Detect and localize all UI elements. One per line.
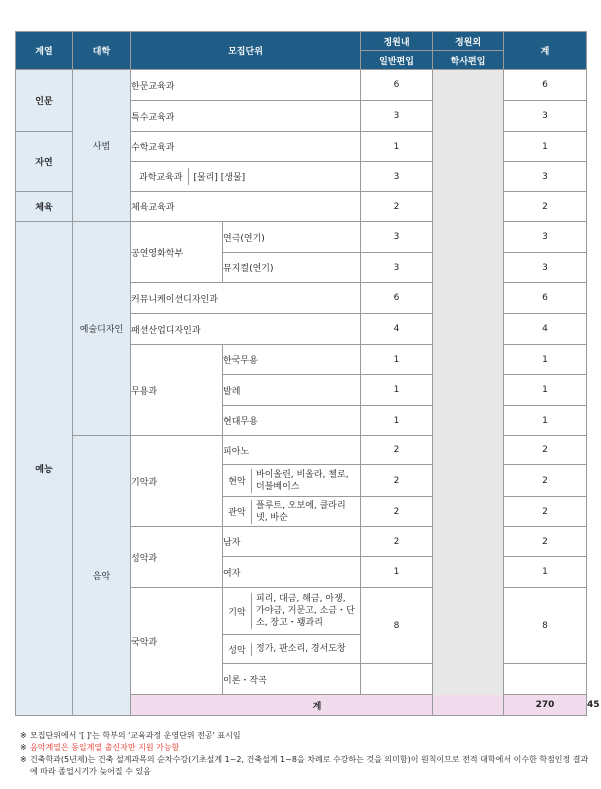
total-count: 1 (504, 557, 587, 588)
unit-special-edu: 특수교육과 (131, 101, 361, 132)
general-count: 1 (361, 375, 433, 406)
general-count: 2 (361, 192, 433, 222)
strings-instruments: 바이올린, 비올라, 첼로, 더블베이스 (256, 469, 349, 492)
unit-science-edu (131, 162, 361, 192)
university-music: 음악 (73, 436, 131, 716)
total-row: 계 270 45 (16, 695, 587, 716)
sub-winds (223, 497, 361, 527)
general-count: 1 (361, 557, 433, 588)
header-bachelor-transfer: 학사편입 (433, 51, 504, 70)
total-count: 1 (504, 406, 587, 436)
category-physical: 체육 (16, 192, 73, 222)
unit-korean-music: 국악과 (131, 588, 223, 695)
km-vocal-label: 성악 (223, 643, 252, 656)
sub-theater-acting: 연극(연기) (223, 222, 361, 253)
general-count-empty (361, 664, 433, 695)
sub-female: 여자 (223, 557, 361, 588)
unit-instrumental: 기악과 (131, 436, 223, 527)
general-count: 2 (361, 497, 433, 527)
sub-modern-dance: 현대무용 (223, 406, 361, 436)
unit-theater-film: 공연영화학부 (131, 222, 223, 283)
km-instrument-list: 피리, 대금, 해금, 아쟁, 가야금, 거문고, 소금・단소, 장고・꽹과리 (256, 594, 355, 628)
general-count: 1 (361, 406, 433, 436)
note-text: 모집단위에서 '[ ]'는 학부의 '교육과정 운영단위 전공' 표시임 (30, 731, 241, 740)
general-count: 2 (361, 465, 433, 497)
header-quota-out: 정원외 (433, 32, 504, 51)
total-count: 2 (504, 497, 587, 527)
sub-musical-acting: 뮤지컬(연기) (223, 253, 361, 283)
general-count: 8 (361, 588, 433, 664)
km-vocal-list: 정가, 판소리, 경서도창 (256, 644, 346, 654)
general-count: 6 (361, 70, 433, 101)
note-text: 건축학과(5년제)는 건축 설계과목의 순차수강(기초설계 1~2, 건축설계 1~8을 차례로 수강하는 것을 의미함)이 원칙이므로 전적 대학에서 이수한 학점인정 결과에 따라 졸업시기가 늦어질 수 있음 (30, 755, 589, 776)
general-count: 1 (361, 345, 433, 375)
sub-piano: 피아노 (223, 436, 361, 465)
total-count: 1 (504, 375, 587, 406)
total-count: 6 (504, 70, 587, 101)
bachelor-transfer-empty (433, 70, 504, 716)
total-count: 1 (504, 345, 587, 375)
category-humanities: 인문 (16, 70, 73, 132)
unit-pe-edu: 체육교육과 (131, 192, 361, 222)
note-mark: ※ (20, 743, 27, 752)
university-art-design: 예술디자인 (73, 222, 131, 436)
general-count: 2 (361, 527, 433, 557)
note-mark: ※ (20, 755, 27, 764)
header-university: 대학 (73, 32, 131, 70)
general-count: 3 (361, 162, 433, 192)
footnotes (20, 730, 590, 778)
header-total: 계 (504, 32, 587, 70)
total-general: 270 (504, 695, 587, 716)
university-education: 사범 (73, 70, 131, 222)
general-count: 3 (361, 253, 433, 283)
note-1 (20, 730, 590, 742)
sub-korean-dance: 한국무용 (223, 345, 361, 375)
unit-comm-design: 커뮤니케이션디자인과 (131, 283, 361, 314)
general-count: 6 (361, 283, 433, 314)
sub-km-vocal (223, 635, 361, 664)
general-count: 3 (361, 101, 433, 132)
total-count: 2 (504, 527, 587, 557)
table-row (16, 70, 587, 101)
header-general-transfer: 일반편입 (361, 51, 433, 70)
category-natural: 자연 (16, 132, 73, 192)
sub-ballet: 발레 (223, 375, 361, 406)
header-unit: 모집단위 (131, 32, 361, 70)
unit-dance: 무용과 (131, 345, 223, 436)
total-count: 8 (504, 588, 587, 664)
total-count-empty (504, 664, 587, 695)
major-tracks: [물리] [생물] (188, 168, 249, 185)
unit-label: 과학교육과 (139, 173, 183, 183)
total-count: 4 (504, 314, 587, 345)
header-quota-in: 정원내 (361, 32, 433, 51)
total-count: 2 (504, 436, 587, 465)
total-count: 6 (504, 283, 587, 314)
sub-male: 남자 (223, 527, 361, 557)
category-arts: 예능 (16, 222, 73, 716)
header-category: 계열 (16, 32, 73, 70)
sub-strings (223, 465, 361, 497)
unit-korean-edu: 한문교육과 (131, 70, 361, 101)
total-count: 3 (504, 253, 587, 283)
note-3 (20, 754, 590, 778)
total-label: 계 (131, 695, 504, 716)
general-count: 1 (361, 132, 433, 162)
general-count: 2 (361, 436, 433, 465)
admission-quota-table (15, 31, 600, 716)
total-count: 3 (504, 222, 587, 253)
total-count: 2 (504, 192, 587, 222)
sub-km-instrument (223, 588, 361, 635)
km-instrument-label: 기악 (223, 593, 252, 629)
note-mark: ※ (20, 731, 27, 740)
winds-instruments: 플루트, 오보에, 클라리넷, 바순 (256, 500, 346, 523)
strings-label: 현악 (223, 469, 252, 493)
unit-fashion-design: 패션산업디자인과 (131, 314, 361, 345)
total-count: 3 (504, 101, 587, 132)
note-2 (20, 742, 590, 754)
total-count: 2 (504, 465, 587, 497)
sub-km-theory: 이론・작곡 (223, 664, 361, 695)
total-count: 3 (504, 162, 587, 192)
general-count: 4 (361, 314, 433, 345)
winds-label: 관악 (223, 500, 252, 524)
unit-math-edu: 수학교육과 (131, 132, 361, 162)
total-count: 1 (504, 132, 587, 162)
general-count: 3 (361, 222, 433, 253)
unit-vocal: 성악과 (131, 527, 223, 588)
note-text: 음악계열은 동일계열 출신자만 지원 가능함 (30, 743, 180, 752)
